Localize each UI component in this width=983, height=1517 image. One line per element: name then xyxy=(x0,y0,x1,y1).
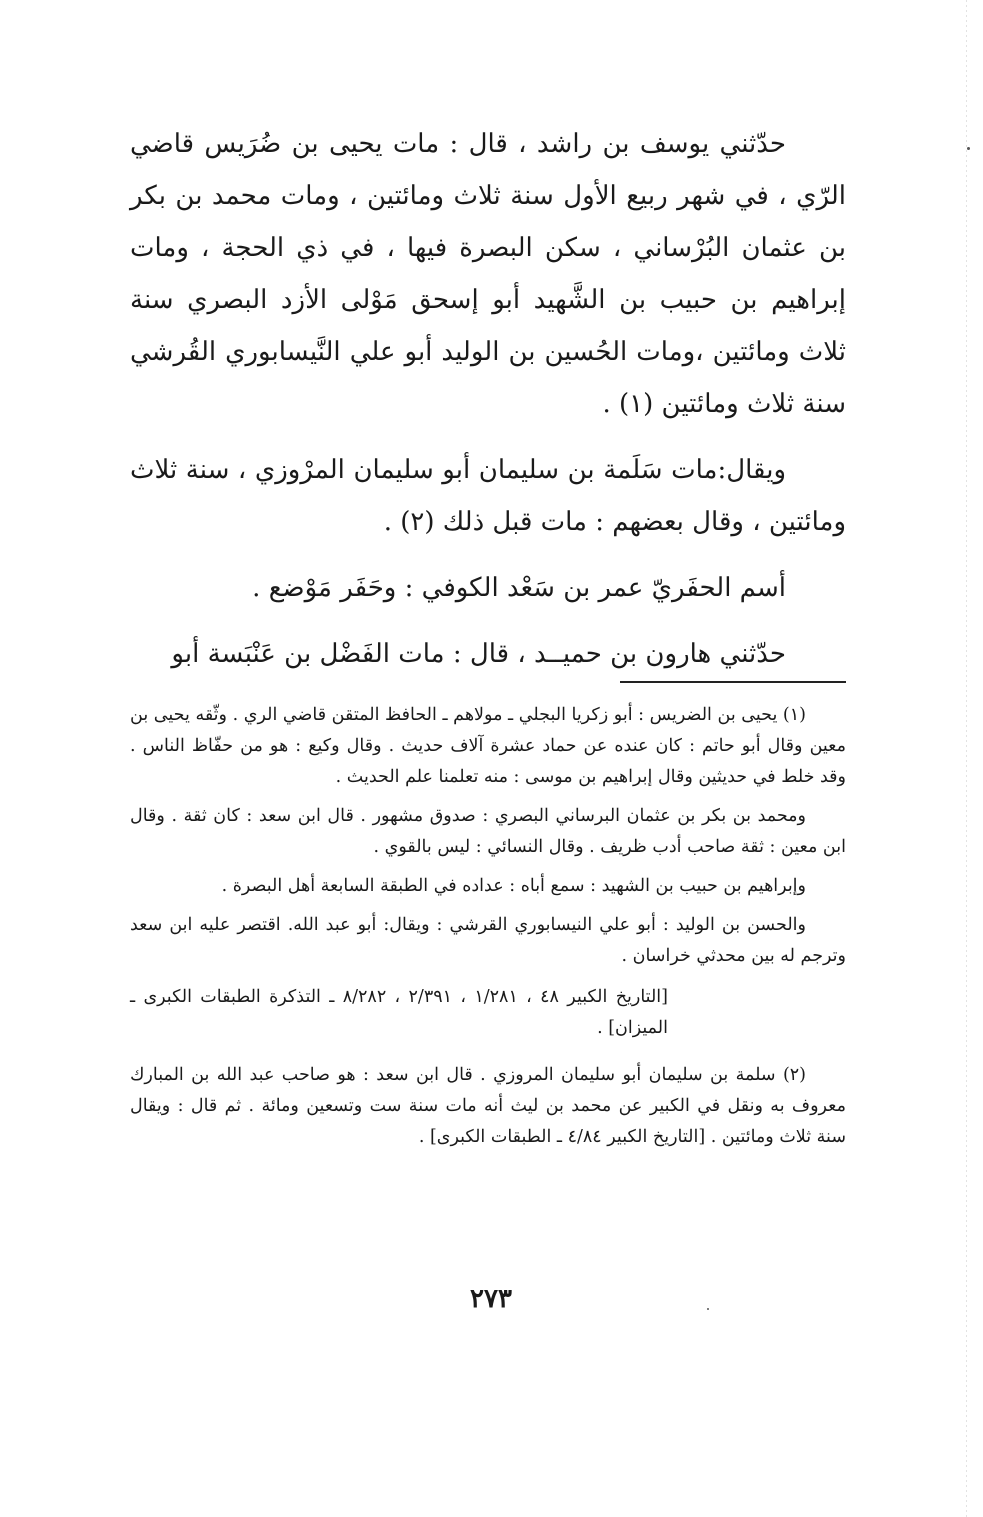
scan-speck xyxy=(707,1308,709,1310)
footnote-1-paragraph-1: (١) يحيى بن الضريس : أبو زكريا البجلي ـ مولاهم ـ الحافظ المتقن قاضي الري . وثّقه يحيى بن معين وقال أبو حاتم : كان عنده عن حماد عشرة آلاف حديث . وقال وكيع : هو من حفّاظ الناس . وقد خلط في حديثين وقال إبراهيم بن موسى : منه تعلمنا علم الحديث . xyxy=(130,705,846,787)
footnote-1-paragraph-2: ومحمد بن بكر بن عثمان البرساني البصري : صدوق مشهور . قال ابن سعد : كان ثقة . وقال ابن معين : ثقة صاحب أدب ظريف . وقال النسائي : ليس بالقوي . xyxy=(130,806,846,857)
footnote-1-references: [التاريخ الكبير ٤٨ ، ١/٢٨١ ، ٢/٣٩١ ، ٨/٢٨٢ ـ التذكرة الطبقات الكبرى ـ الميزان] . xyxy=(130,987,668,1038)
scan-edge-line xyxy=(966,0,967,1517)
main-paragraph-3: أسم الحفَريّ عمر بن سَعْد الكوفي : وحَفَر مَوْضع . xyxy=(252,573,786,603)
main-text xyxy=(130,118,846,694)
main-paragraph-2: ويقال:مات سَلَمة بن سليمان أبو سليمان المرْوزي ، سنة ثلاث ومائتين ، وقال بعضهم : مات قبل ذلك (٢) . xyxy=(130,455,846,537)
main-paragraph-1: حدّثني يوسف بن راشد ، قال : مات يحيى بن ضُرَيس قاضي الرّي ، في شهر ربيع الأول سنة ثلاث ومائتين ، ومات محمد بن بكر بن عثمان البُرْساني ، سكن البصرة فيها ، في ذي الحجة ، ومات إبراهيم بن حبيب بن الشَّهيد أبو إسحق مَوْلى الأزد البصري سنة ثلاث ومائتين ،ومات الحُسين بن الوليد أبو علي النَّيسابوري القُرشي سنة ثلاث ومائتين (١) . xyxy=(130,129,846,419)
page-number: ٢٧٣ xyxy=(470,1284,512,1314)
footnote-1-paragraph-4: والحسن بن الوليد : أبو علي النيسابوري القرشي : ويقال: أبو عبد الله. اقتصر عليه ابن سعد وترجم له بين محدثي خراسان . xyxy=(130,915,846,966)
footnote-1-paragraph-3: وإبراهيم بن حبيب بن الشهيد : سمع أباه : عداده في الطبقة السابعة أهل البصرة . xyxy=(221,876,806,896)
footnotes xyxy=(130,700,846,1161)
footnote-2: (٢) سلمة بن سليمان أبو سليمان المروزي . قال ابن سعد : هو صاحب عبد الله بن المبارك معروف به ونقل في الكبير عن محمد بن ليث أنه مات سنة ست وتسعين ومائة . ثم قال : ويقال سنة ثلاث ومائتين . [التاريخ الكبير ٤/٨٤ ـ الطبقات الكبرى] . xyxy=(130,1065,846,1147)
scan-speck xyxy=(967,147,970,150)
footnote-separator xyxy=(620,681,846,683)
main-paragraph-4: حدّثني هارون بن حميــد ، قال : مات الفَضْل بن عَنْبَسة أبو xyxy=(171,639,786,669)
